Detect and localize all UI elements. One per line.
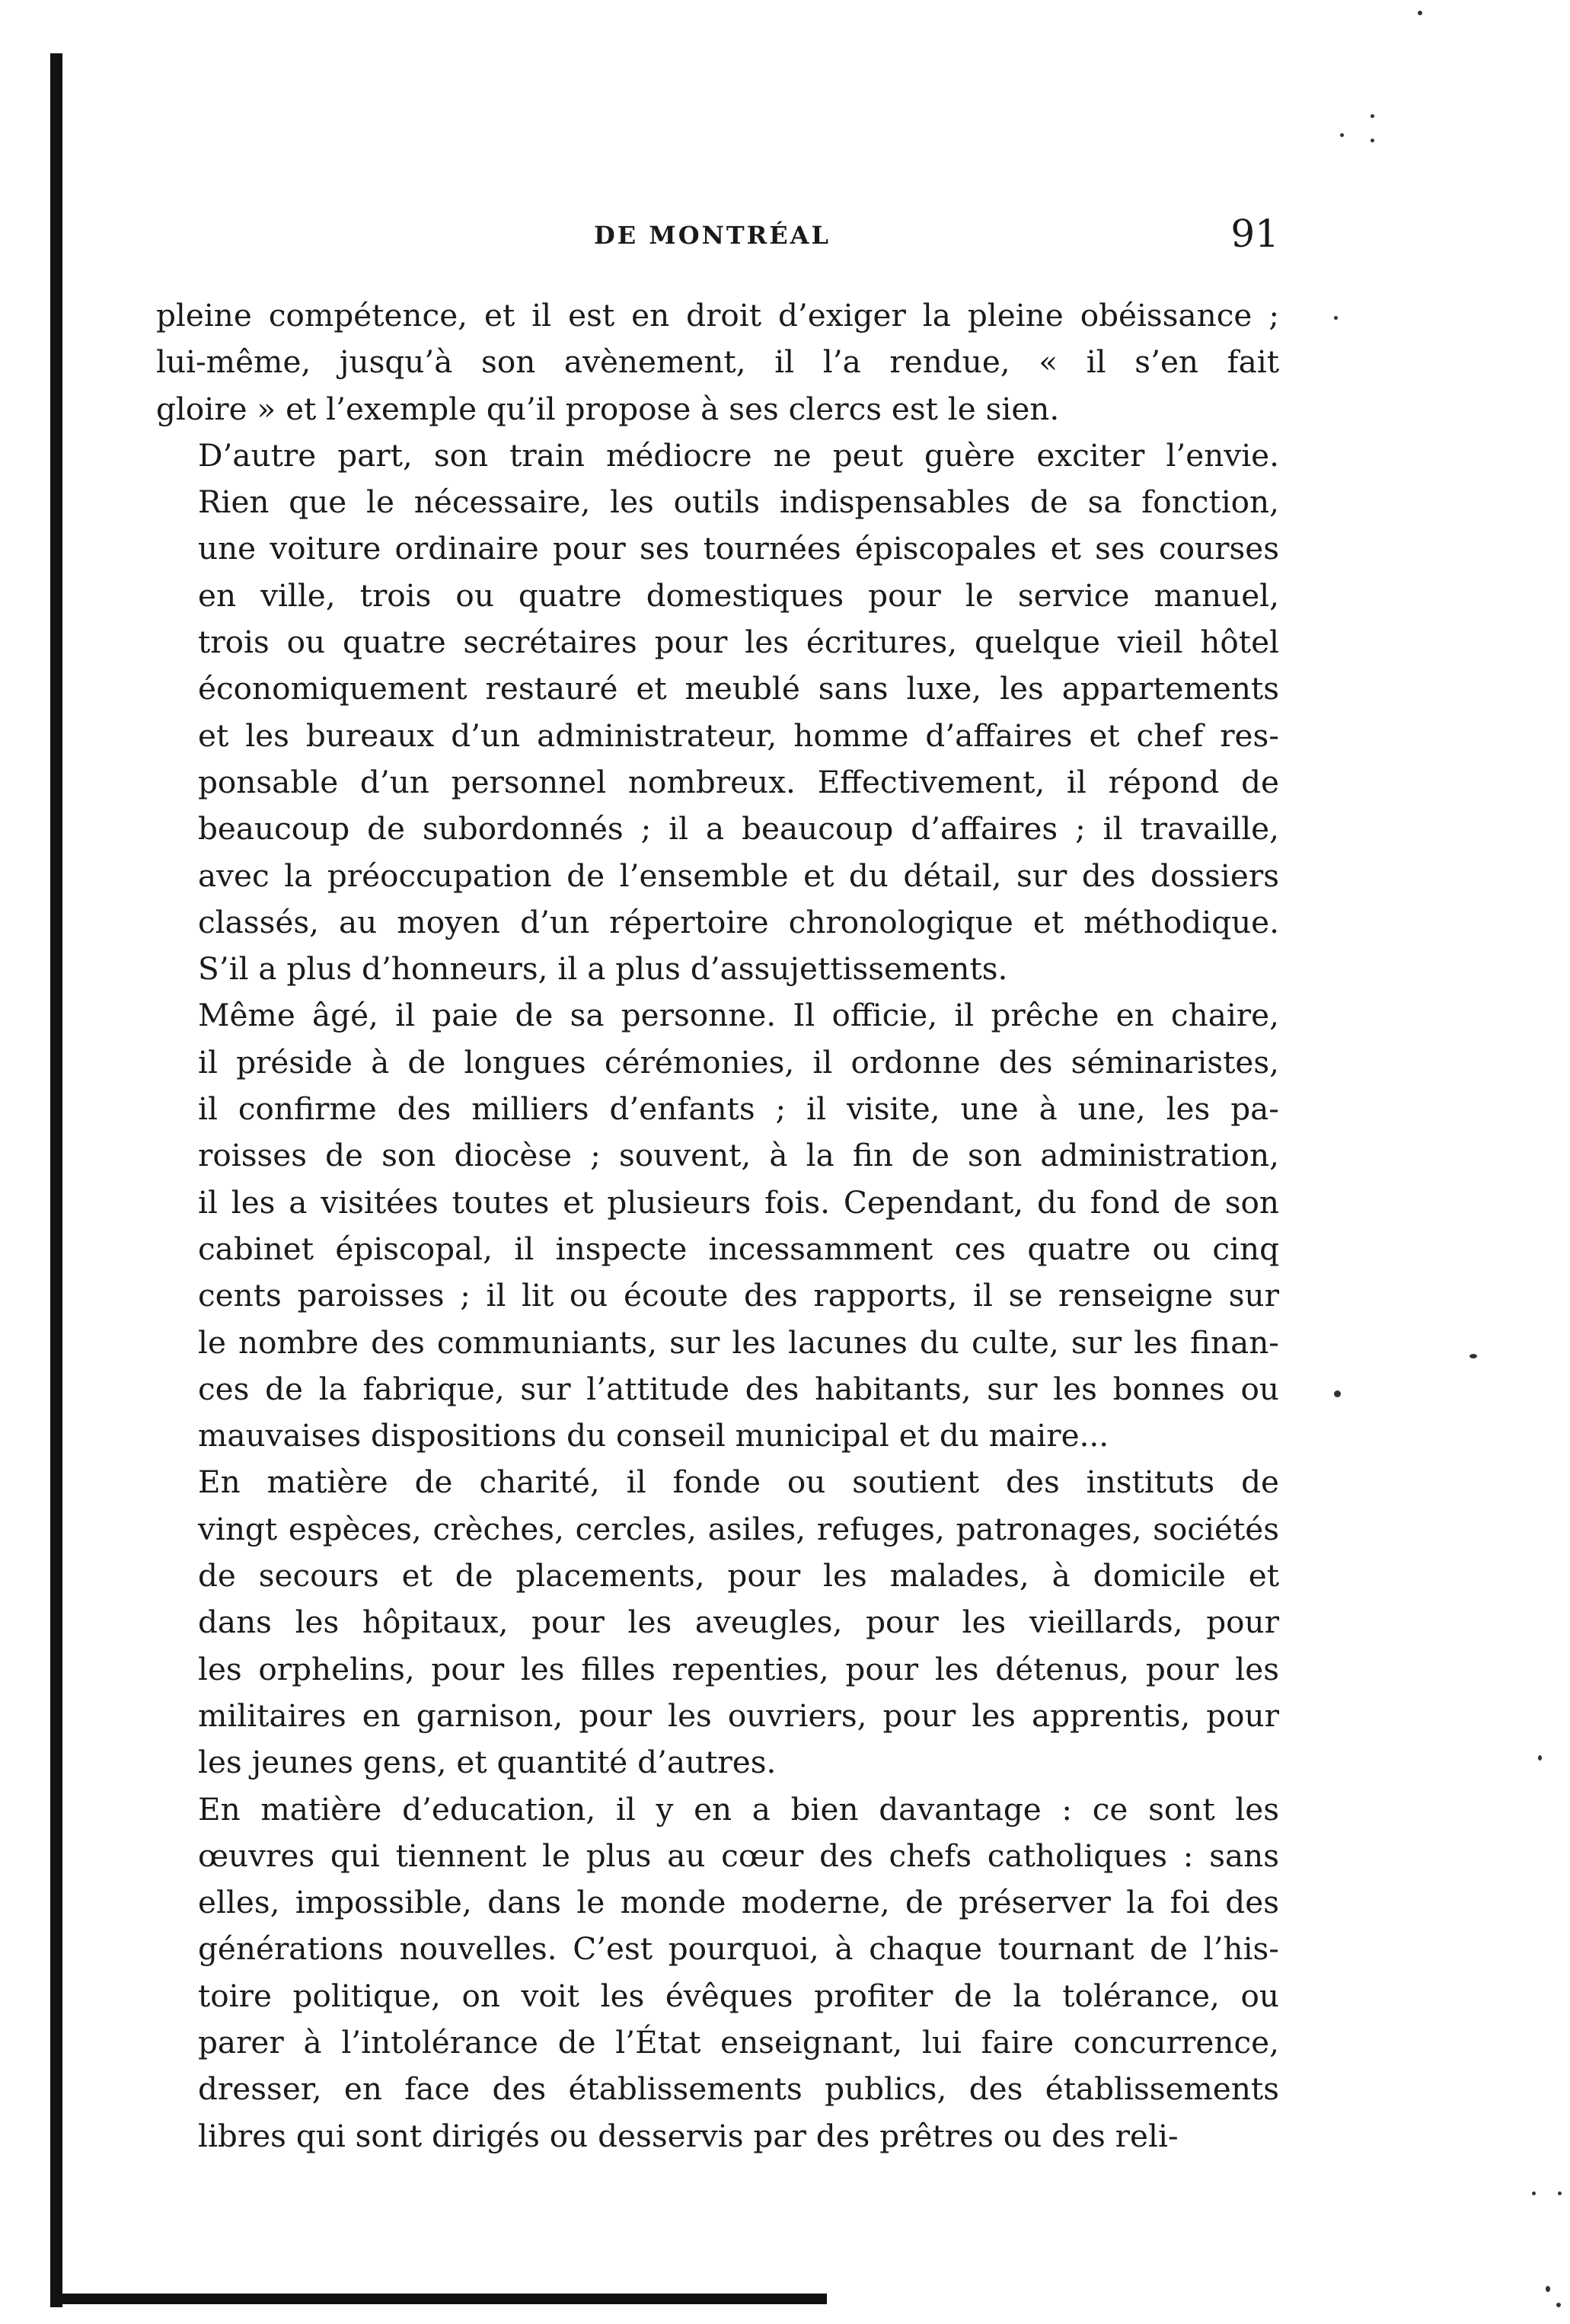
text-line: D’autre part, son train médiocre ne peut guère exciter l’envie. xyxy=(198,436,1279,474)
text-line: lui-même, jusqu’à son avènement, il l’a rendue, « il s’en fait xyxy=(156,343,1279,381)
paragraph xyxy=(156,1459,1279,1786)
text-line: parer à l’intolérance de l’État enseignant, lui faire concurrence, xyxy=(198,2023,1279,2061)
text-line: beaucoup de subordonnés ; il a beaucoup d’affaires ; il travaille, xyxy=(198,810,1279,848)
text-line: toire politique, on voit les évêques profiter de la tolérance, ou xyxy=(198,1977,1279,2014)
text-line: générations nouvelles. C’est pourquoi, à chaque tournant de l’his- xyxy=(198,1930,1279,1968)
text-line: il préside à de longues cérémonies, il ordonne des séminaristes, xyxy=(198,1043,1279,1081)
text-line: les jeunes gens, et quantité d’autres. xyxy=(198,1744,777,1781)
page-number: 91 xyxy=(1230,212,1279,256)
text-line: ponsable d’un personnel nombreux. Effectivement, il répond de xyxy=(198,763,1279,800)
paragraph xyxy=(156,1786,1279,2160)
text-line: gloire » et l’exemple qu’il propose à ses clercs est le sien. xyxy=(156,390,1060,427)
text-line: mauvaises dispositions du conseil municipal et du maire... xyxy=(198,1417,1109,1454)
paragraph xyxy=(156,292,1279,433)
text-line: il confirme des milliers d’enfants ; il visite, une à une, les pa- xyxy=(198,1090,1279,1128)
text-line: elles, impossible, dans le monde moderne, de préserver la foi des xyxy=(198,1884,1279,1921)
text-line: dans les hôpitaux, pour les aveugles, pour les vieillards, pour xyxy=(198,1604,1279,1641)
text-line: libres qui sont dirigés ou desservis par des prêtres ou des reli- xyxy=(198,2117,1179,2154)
text-line: dresser, en face des établissements publics, des établissements xyxy=(198,2070,1279,2108)
text-line: ces de la fabrique, sur l’attitude des habitants, sur les bonnes ou xyxy=(198,1370,1279,1407)
text-line: il les a visitées toutes et plusieurs fois. Cependant, du fond de son xyxy=(198,1183,1279,1221)
running-title: DE MONTRÉAL xyxy=(594,221,831,250)
text-line: en ville, trois ou quatre domestiques pour le service manuel, xyxy=(198,576,1279,614)
text-line: En matière de charité, il fonde ou soutient des instituts de xyxy=(198,1464,1279,1501)
scan-bottom-bar xyxy=(50,2294,827,2304)
text-line: S’il a plus d’honneurs, il a plus d’assujettissements. xyxy=(198,950,1008,988)
text-line: Rien que le nécessaire, les outils indispensables de sa fonction, xyxy=(198,484,1279,521)
text-line: Même âgé, il paie de sa personne. Il officie, il prêche en chaire, xyxy=(198,997,1279,1034)
text-line: En matière d’education, il y en a bien davantage : ce sont les xyxy=(198,1790,1279,1828)
text-line: trois ou quatre secrétaires pour les écritures, quelque vieil hôtel xyxy=(198,624,1279,661)
paragraph xyxy=(156,992,1279,1459)
text-line: pleine compétence, et il est en droit d’exiger la pleine obéissance ; xyxy=(156,297,1279,334)
paragraph xyxy=(156,433,1279,993)
text-line: classés, au moyen d’un répertoire chronologique et méthodique. xyxy=(198,903,1279,940)
text-line: avec la préoccupation de l’ensemble et du détail, sur des dossiers xyxy=(198,857,1279,894)
text-line: de secours et de placements, pour les malades, à domicile et xyxy=(198,1557,1279,1595)
text-line: économiquement restauré et meublé sans luxe, les appartements xyxy=(198,670,1279,707)
text-line: le nombre des communiants, sur les lacunes du culte, sur les finan- xyxy=(198,1323,1279,1361)
text-line: les orphelins, pour les filles repenties, pour les détenus, pour les xyxy=(198,1650,1279,1687)
text-line: vingt espèces, crèches, cercles, asiles, refuges, patronages, sociétés xyxy=(198,1510,1279,1547)
text-line: militaires en garnison, pour les ouvriers, pour les apprentis, pour xyxy=(198,1697,1279,1734)
text-line: cents paroisses ; il lit ou écoute des rapports, il se renseigne sur xyxy=(198,1277,1279,1314)
text-line: une voiture ordinaire pour ses tournées épiscopales et ses courses xyxy=(198,530,1279,567)
body-text xyxy=(156,292,1279,2160)
text-line: œuvres qui tiennent le plus au cœur des chefs catholiques : sans xyxy=(198,1837,1279,1874)
scan-edge-bar xyxy=(50,53,62,2307)
text-line: et les bureaux d’un administrateur, homme d’affaires et chef res- xyxy=(198,717,1279,754)
page-header xyxy=(152,212,1294,260)
text-line: cabinet épiscopal, il inspecte incessamment ces quatre ou cinq xyxy=(198,1230,1279,1267)
text-line: roisses de son diocèse ; souvent, à la fin de son administration, xyxy=(198,1137,1279,1174)
